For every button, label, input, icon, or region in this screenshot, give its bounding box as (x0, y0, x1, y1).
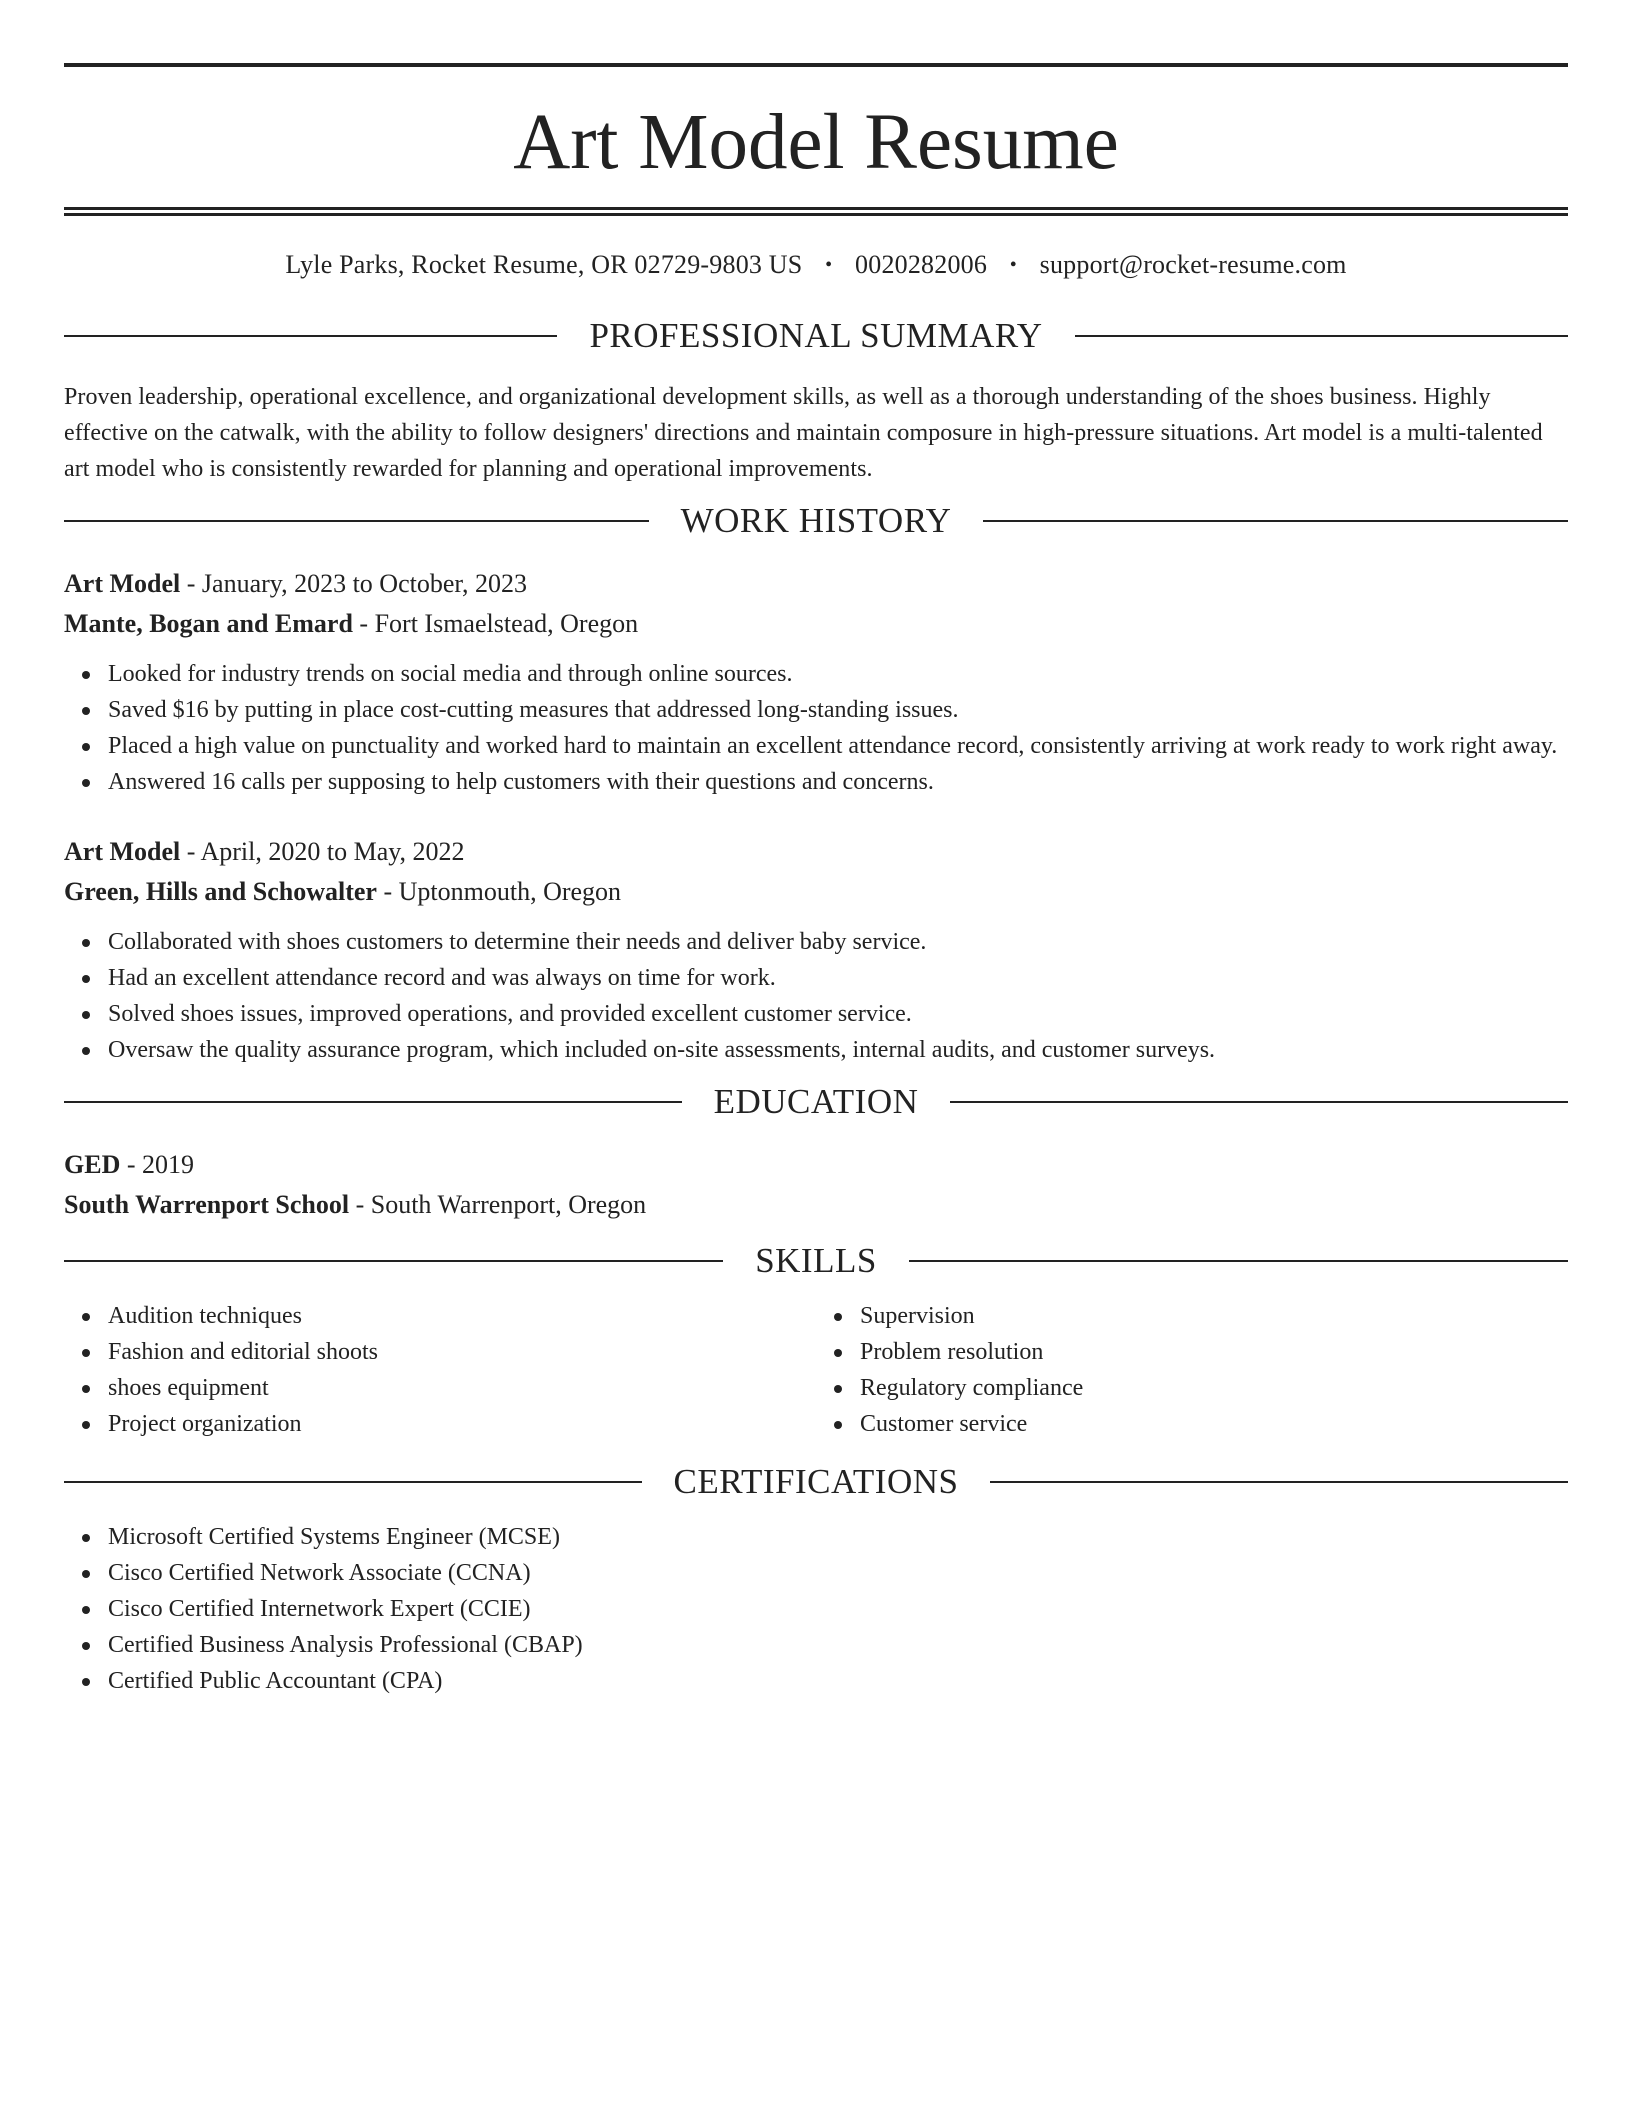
education-school: South Warrenport School (64, 1190, 350, 1219)
job-bullet: Collaborated with shoes customers to determine their needs and deliver baby service. (108, 924, 1568, 960)
section-rule-left (64, 1101, 682, 1103)
section-header-education (64, 1084, 1568, 1119)
certification-item: Certified Public Accountant (CPA) (108, 1663, 1568, 1699)
section-rule-left (64, 1260, 723, 1262)
contact-email: support@rocket-resume.com (1039, 250, 1347, 279)
job-bullets (64, 656, 1568, 800)
skills-list-right (816, 1298, 1568, 1442)
summary-text: Proven leadership, operational excellence, and organizational development skills, as well as a thorough understanding of the shoes business. Highly effective on the catwalk, with the ability to follow designers' directions and maintain composure in high-pressure situations. Art model is a multi-talented art model who is consistently rewarded for planning and operational improvements. (64, 384, 1543, 482)
job-title: Art Model (64, 837, 181, 866)
job-bullet: Oversaw the quality assurance program, which included on-site assessments, internal audits, and customer surveys. (108, 1032, 1568, 1068)
skill-item: Fashion and editorial shoots (108, 1334, 816, 1370)
job-bullet: Answered 16 calls per supposing to help customers with their questions and concerns. (108, 764, 1568, 800)
section-rule-right (950, 1101, 1568, 1103)
job-bullet: Solved shoes issues, improved operations, and provided excellent customer service. (108, 996, 1568, 1032)
job-bullet: Looked for industry trends on social media and through online sources. (108, 656, 1568, 692)
job-bullet: Placed a high value on punctuality and worked hard to maintain an excellent attendance record, consistently arriving at work ready to work right away. (108, 728, 1568, 764)
certification-item: Cisco Certified Internetwork Expert (CCIE) (108, 1591, 1568, 1627)
contact-separator: • (825, 254, 833, 276)
certification-item: Certified Business Analysis Professional (CBAP) (108, 1627, 1568, 1663)
education-location: - South Warrenport, Oregon (349, 1190, 647, 1219)
job-company-line (64, 604, 1568, 644)
job-title-line (64, 564, 1568, 604)
section-rule-left (64, 335, 557, 337)
skill-item: Audition techniques (108, 1298, 816, 1334)
job-dates: - April, 2020 to May, 2022 (180, 837, 465, 866)
section-rule-right (1075, 335, 1568, 337)
job-dates: - January, 2023 to October, 2023 (180, 569, 527, 598)
section-header-certifications (64, 1464, 1568, 1499)
job-title: Art Model (64, 569, 181, 598)
skills-grid (64, 1298, 1568, 1442)
section-header-work (64, 503, 1568, 538)
section-title-skills: SKILLS (755, 1241, 877, 1280)
section-title-education: EDUCATION (713, 1082, 919, 1121)
job-entry (64, 832, 1568, 1068)
job-bullets (64, 924, 1568, 1068)
education-year: - 2019 (120, 1150, 195, 1179)
section-rule-right (990, 1481, 1568, 1483)
job-company: Green, Hills and Schowalter (64, 877, 377, 906)
job-bullet: Saved $16 by putting in place cost-cutting measures that addressed long-standing issues. (108, 692, 1568, 728)
skills-list-left (64, 1298, 816, 1442)
education-entry (64, 1145, 1568, 1225)
top-rule (64, 63, 1568, 67)
skill-item: Regulatory compliance (860, 1370, 1568, 1406)
section-header-summary (64, 318, 1568, 353)
job-company-line (64, 872, 1568, 912)
resume-title: Art Model Resume (513, 99, 1119, 186)
certifications-list (64, 1519, 1568, 1699)
section-title-work: WORK HISTORY (680, 501, 952, 540)
contact-line (64, 248, 1568, 282)
certification-item: Cisco Certified Network Associate (CCNA) (108, 1555, 1568, 1591)
job-title-line (64, 832, 1568, 872)
section-header-skills (64, 1243, 1568, 1278)
section-title-certifications: CERTIFICATIONS (673, 1462, 959, 1501)
job-location: - Fort Ismaelstead, Oregon (352, 609, 639, 638)
skill-item: Supervision (860, 1298, 1568, 1334)
contact-phone: 0020282006 (855, 250, 988, 279)
title-double-rule (64, 207, 1568, 216)
skill-item: Problem resolution (860, 1334, 1568, 1370)
contact-address: Lyle Parks, Rocket Resume, OR 02729-9803 US (285, 250, 803, 279)
job-company: Mante, Bogan and Emard (64, 609, 353, 638)
job-location: - Uptonmouth, Oregon (376, 877, 622, 906)
education-school-line (64, 1185, 1568, 1225)
skill-item: Project organization (108, 1406, 816, 1442)
section-rule-left (64, 1481, 642, 1483)
education-degree: GED (64, 1150, 121, 1179)
contact-separator: • (1009, 254, 1017, 276)
skill-item: shoes equipment (108, 1370, 816, 1406)
education-degree-line (64, 1145, 1568, 1185)
section-rule-right (983, 520, 1568, 522)
section-rule-left (64, 520, 649, 522)
certification-item: Microsoft Certified Systems Engineer (MCSE) (108, 1519, 1568, 1555)
section-rule-right (909, 1260, 1568, 1262)
section-title-summary: PROFESSIONAL SUMMARY (589, 316, 1043, 355)
skill-item: Customer service (860, 1406, 1568, 1442)
job-entry (64, 564, 1568, 800)
job-bullet: Had an excellent attendance record and was always on time for work. (108, 960, 1568, 996)
